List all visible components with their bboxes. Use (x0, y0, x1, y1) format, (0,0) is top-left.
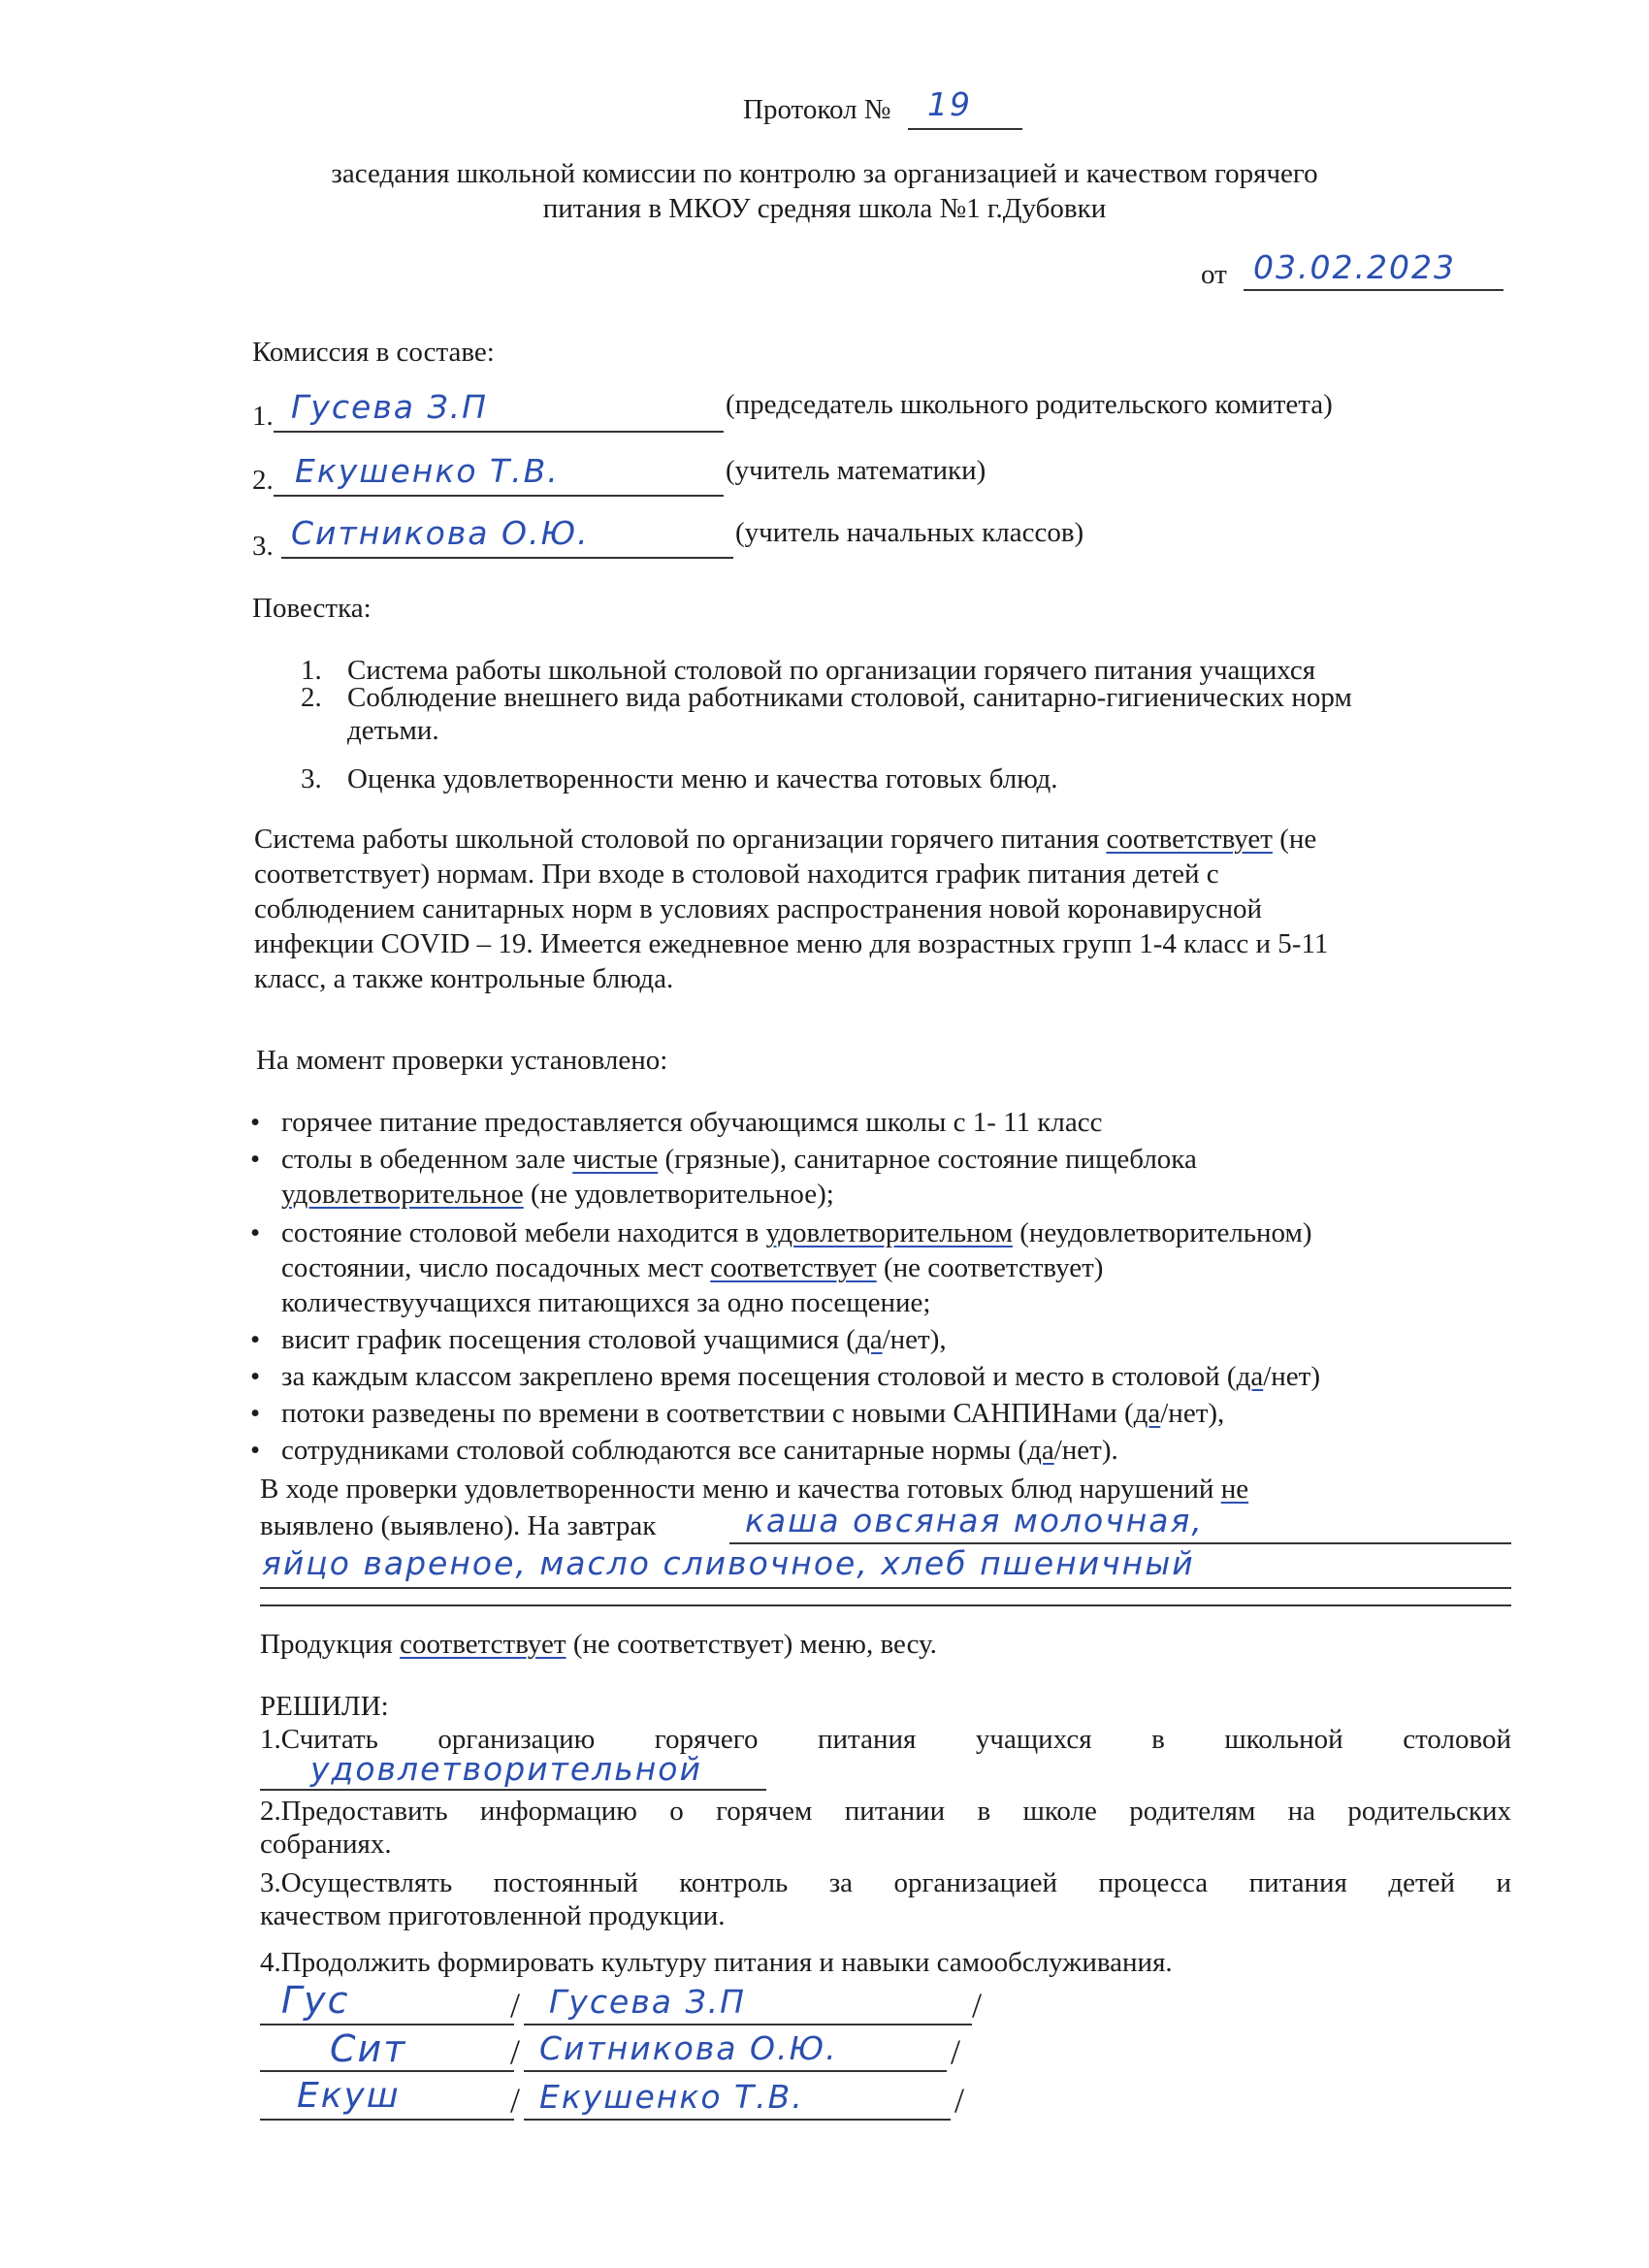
subtitle-line-1: заседания школьной комиссии по контролю за организацией и качеством горячего (331, 158, 1318, 189)
decided-text: собраниях. (260, 1829, 392, 1860)
member-number: 3. (252, 531, 274, 562)
para-text: класс, а также контрольные блюда. (254, 963, 674, 994)
breakfast-line-3 (260, 1591, 1511, 1606)
finding-text: (неудовлетворительном) (1012, 1217, 1312, 1248)
agenda-text: Оценка удовлетворенности меню и качества готовых блюд. (347, 763, 1058, 794)
product-text: Продукция (260, 1629, 401, 1660)
agenda-number: 2. (301, 682, 322, 713)
breakfast-hand-2: яйцо вареное, масло сливочное, хлеб пшеничный (262, 1544, 1195, 1582)
divider-slash: / (510, 2081, 521, 2120)
finding-item (281, 1216, 1320, 1249)
handwritten-signature: Гус (281, 1979, 350, 2022)
menu-text: В ходе проверки удовлетворенности меню и качества готовых блюд нарушений (260, 1474, 1221, 1505)
decided-text: 2.Предоставить информацию о горячем питании в школе родителям на родительских (260, 1796, 1511, 1827)
member-name: Екушенко Т.В. (295, 452, 560, 490)
finding-underlined: да (1027, 1435, 1054, 1466)
findings-heading: На момент проверки установлено: (256, 1045, 668, 1076)
finding-text: состоянии, число посадочных мест (281, 1252, 711, 1283)
signatory-name: Екушенко Т.В. (539, 2078, 804, 2116)
menu-check-line-2: выявлено (выявлено). На завтрак (260, 1510, 657, 1541)
finding-text: (грязные), санитарное состояние пищеблока (658, 1144, 1197, 1175)
finding-text: потоки разведены по времени в соответствии с новыми САНПИНами ( (281, 1398, 1134, 1429)
finding-item (281, 1106, 1320, 1139)
agenda-item (301, 681, 1352, 747)
finding-item (281, 1360, 1320, 1393)
para-text: (не (1272, 824, 1317, 855)
finding-text: столы в обеденном зале (281, 1144, 573, 1175)
para-text: Система работы школьной столовой по организации горячего питания (254, 824, 1107, 855)
agenda-number: 3. (301, 763, 322, 794)
finding-text: (не удовлетворительное); (523, 1179, 834, 1210)
agenda-heading: Повестка: (252, 593, 372, 624)
finding-text: сотрудниками столовой соблюдаются все санитарные нормы ( (281, 1435, 1028, 1466)
divider-slash: / (972, 1986, 983, 2025)
agenda-text: Система работы школьной столовой по организации горячего питания учащихся (347, 655, 1316, 686)
finding-underlined: да (1133, 1398, 1161, 1429)
protocol-label: Протокол № (743, 94, 891, 125)
finding-item (281, 1323, 1320, 1356)
decided-text: 3.Осуществлять постоянный контроль за организацией процесса питания детей и (260, 1867, 1511, 1898)
protocol-title (743, 93, 890, 126)
product-underlined: соответствует (400, 1629, 566, 1660)
breakfast-hand-1: каша овсяная молочная, (745, 1502, 1204, 1539)
subtitle-line-2: питания в МКОУ средняя школа №1 г.Дубовки (542, 193, 1107, 224)
decided-text: качеством приготовленной продукции. (260, 1900, 726, 1931)
finding-underlined: чистые (572, 1144, 659, 1175)
member-name: Гусева З.П (291, 388, 488, 426)
decided-hand: удовлетворительной (310, 1750, 702, 1788)
date-value: 03.02.2023 (1253, 248, 1456, 286)
decided-heading: РЕШИЛИ: (260, 1691, 389, 1722)
divider-slash: / (510, 2032, 521, 2071)
finding-underlined: удовлетворительное (281, 1179, 524, 1210)
decided-item-2 (260, 1795, 1511, 1861)
product-text: (не соответствует) меню, весу. (566, 1629, 937, 1660)
finding-text: за каждым классом закреплено время посещения столовой и место в столовой ( (281, 1361, 1237, 1392)
finding-underlined: соответствует (710, 1252, 877, 1283)
signatory-name: Ситникова О.Ю. (539, 2029, 838, 2067)
finding-text: состояние столовой мебели находится в (281, 1217, 766, 1248)
finding-item (281, 1143, 1320, 1176)
agenda-number: 1. (301, 655, 322, 686)
finding-text: горячее питание предоставляется обучающимся школы с 1- 11 класс (281, 1107, 1103, 1138)
finding-text: /нет), (1160, 1398, 1225, 1429)
finding-text: /нет). (1053, 1435, 1118, 1466)
date-label: от (1201, 259, 1227, 290)
divider-slash: / (510, 1986, 521, 2025)
finding-text: висит график посещения столовой учащимися ( (281, 1324, 856, 1355)
commission-heading: Комиссия в составе: (252, 337, 495, 368)
protocol-number: 19 (927, 85, 972, 123)
finding-underlined: да (855, 1324, 883, 1355)
member-role: (учитель математики) (726, 455, 986, 486)
menu-underlined: не (1220, 1474, 1249, 1505)
system-paragraph (254, 823, 1328, 995)
handwritten-signature: Екуш (297, 2076, 401, 2116)
finding-text: (не соответствует) (876, 1252, 1104, 1283)
member-role: (председатель школьного родительского комитета) (726, 389, 1333, 420)
finding-text: /нет) (1263, 1361, 1320, 1392)
decided-item-4: 4.Продолжить формировать культуру питания и навыки самообслуживания. (260, 1947, 1173, 1978)
finding-text: /нет), (882, 1324, 947, 1355)
finding-underlined: да (1236, 1361, 1264, 1392)
divider-slash: / (951, 2032, 961, 2071)
signatory-name: Гусева З.П (549, 1983, 746, 2021)
member-number: 2. (252, 465, 274, 496)
findings-list (281, 1106, 1320, 1467)
agenda-item (301, 762, 1058, 795)
menu-check-line-1 (260, 1473, 1248, 1506)
agenda-text-cont: детьми. (347, 715, 439, 746)
handwritten-signature: Сит (330, 2027, 407, 2070)
agenda-text: Соблюдение внешнего вида работниками столовой, санитарно-гигиенических норм (347, 682, 1352, 713)
divider-slash: / (954, 2081, 965, 2120)
product-line (260, 1628, 937, 1661)
finding-text: количествуучащихся питающихся за одно посещение; (281, 1287, 931, 1318)
finding-underlined: удовлетворительном (765, 1217, 1013, 1248)
decided-text: 1.Считать организацию горячего питания учащихся в школьной столовой (260, 1724, 1511, 1755)
para-text: соблюдением санитарных норм в условиях распространения новой коронавирусной (254, 893, 1263, 924)
para-underlined: соответствует (1106, 824, 1273, 855)
decided-item-3 (260, 1866, 1511, 1932)
finding-item (281, 1397, 1320, 1430)
para-text: инфекции COVID – 19. Имеется ежедневное меню для возрастных групп 1-4 класс и 5-11 (254, 928, 1329, 959)
member-role: (учитель начальных классов) (735, 517, 1084, 548)
finding-item (281, 1434, 1320, 1467)
member-name: Ситникова О.Ю. (291, 514, 590, 552)
para-text: соответствует) нормам. При входе в столовой находится график питания детей с (254, 859, 1219, 890)
member-number: 1. (252, 401, 274, 432)
